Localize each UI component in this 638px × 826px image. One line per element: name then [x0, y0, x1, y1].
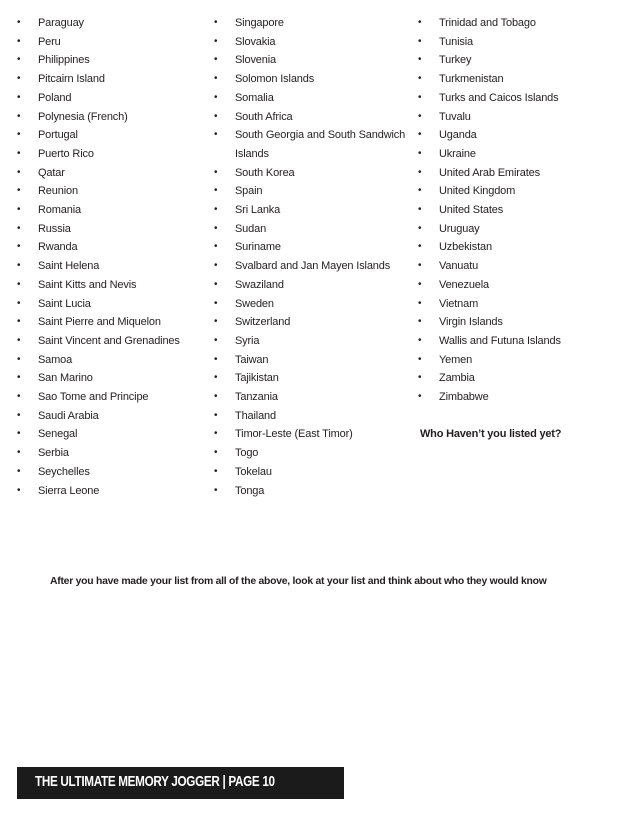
instruction-note: After you have made your list from all of the above, look at your list and think about who they would know: [50, 576, 547, 587]
list-item-text: Swaziland: [235, 278, 284, 291]
list-item-text: Saint Vincent and Grenadines: [38, 334, 180, 347]
bullet-icon: •: [17, 73, 21, 85]
bullet-icon: •: [418, 372, 422, 384]
list-item: [214, 388, 414, 407]
list-item-text: Puerto Rico: [38, 147, 94, 160]
list-item: [214, 444, 414, 463]
bullet-icon: •: [17, 428, 21, 440]
list-item-text: Somalia: [235, 91, 274, 104]
list-item: [214, 126, 414, 145]
list-item-text: Uzbekistan: [439, 241, 492, 254]
bullet-icon: •: [17, 54, 21, 66]
list-item: [17, 14, 207, 33]
bullet-icon: •: [17, 241, 21, 253]
bullet-icon: •: [214, 278, 218, 290]
list-item-text: Solomon Islands: [235, 73, 315, 86]
bullet-icon: •: [418, 297, 422, 309]
list-item-text: Rwanda: [38, 241, 78, 254]
list-item: [418, 14, 618, 33]
list-item-text: South Africa: [235, 110, 293, 123]
list-item-text: Zambia: [439, 372, 475, 385]
bullet-icon: •: [418, 391, 422, 403]
list-item: [17, 164, 207, 183]
list-item-text: Portugal: [38, 129, 78, 142]
list-item: [418, 89, 618, 108]
bullet-icon: •: [17, 465, 21, 477]
list-item: [17, 444, 207, 463]
bullet-icon: •: [418, 185, 422, 197]
bullet-icon: •: [214, 54, 218, 66]
country-list-column-2: [214, 14, 414, 500]
list-item: [214, 108, 414, 127]
bullet-icon: •: [17, 353, 21, 365]
list-item: [214, 351, 414, 370]
list-item: [17, 145, 207, 164]
list-item: [418, 351, 618, 370]
list-item-continuation: [214, 145, 414, 164]
bullet-icon: •: [418, 166, 422, 178]
list-item: [17, 276, 207, 295]
bullet-icon: •: [17, 222, 21, 234]
bullet-icon: •: [214, 391, 218, 403]
bullet-icon: •: [214, 110, 218, 122]
bullet-icon: •: [17, 372, 21, 384]
list-item: [17, 238, 207, 257]
list-item-text: Tanzania: [235, 391, 278, 404]
list-item: [17, 295, 207, 314]
list-item: [17, 220, 207, 239]
list-item: [17, 108, 207, 127]
list-item: [214, 295, 414, 314]
list-item: [418, 126, 618, 145]
list-item: [17, 388, 207, 407]
list-item: [214, 482, 414, 501]
list-item: [17, 407, 207, 426]
list-item: [214, 33, 414, 52]
bullet-icon: •: [418, 110, 422, 122]
list-item: [418, 51, 618, 70]
list-item: [418, 313, 618, 332]
list-item: [17, 351, 207, 370]
list-item: [418, 295, 618, 314]
list-item: [418, 257, 618, 276]
list-item-text: Uruguay: [439, 222, 480, 235]
country-list-column-1: [17, 14, 207, 500]
list-item: [214, 238, 414, 257]
list-item-text: Poland: [38, 91, 72, 104]
bullet-icon: •: [214, 241, 218, 253]
bullet-icon: •: [214, 73, 218, 85]
list-item-text: Turks and Caicos Islands: [439, 91, 559, 104]
list-item-text: Slovakia: [235, 35, 276, 48]
list-item-text: Saint Pierre and Miquelon: [38, 316, 161, 329]
bullet-icon: •: [418, 91, 422, 103]
list-item-text: Saudi Arabia: [38, 409, 99, 422]
list-item-text: Svalbard and Jan Mayen Islands: [235, 260, 391, 273]
list-item-text: Saint Kitts and Nevis: [38, 278, 137, 291]
bullet-icon: •: [17, 129, 21, 141]
list-item: [214, 425, 414, 444]
bullet-icon: •: [214, 297, 218, 309]
list-item-text: Samoa: [38, 353, 73, 366]
bullet-icon: •: [418, 316, 422, 328]
list-item: [214, 313, 414, 332]
bullet-icon: •: [17, 204, 21, 216]
list-item: [418, 238, 618, 257]
list-item-text: United States: [439, 204, 504, 217]
list-item-text: Islands: [235, 147, 269, 160]
list-item-text: Pitcairn Island: [38, 73, 105, 86]
bullet-icon: •: [214, 185, 218, 197]
bullet-icon: •: [214, 129, 218, 141]
list-item-text: Sudan: [235, 222, 267, 235]
list-item-text: Qatar: [38, 166, 65, 179]
list-item-text: Romania: [38, 204, 81, 217]
list-item-text: Syria: [235, 334, 260, 347]
bullet-icon: •: [17, 484, 21, 496]
list-item-text: Serbia: [38, 447, 69, 460]
bullet-icon: •: [418, 241, 422, 253]
list-item: [17, 201, 207, 220]
list-item: [418, 164, 618, 183]
list-item: [17, 463, 207, 482]
list-item-text: Ukraine: [439, 147, 476, 160]
list-item-text: South Georgia and South Sandwich: [235, 129, 406, 142]
page-footer: [17, 767, 344, 799]
list-item: [418, 369, 618, 388]
list-item-text: Philippines: [38, 54, 90, 67]
bullet-icon: •: [214, 484, 218, 496]
list-item: [17, 332, 207, 351]
bullet-icon: •: [214, 428, 218, 440]
bullet-icon: •: [418, 204, 422, 216]
list-item-text: Turkmenistan: [439, 73, 504, 86]
list-item-text: Turkey: [439, 54, 472, 67]
list-item: [214, 220, 414, 239]
list-item: [17, 33, 207, 52]
list-item: [17, 313, 207, 332]
list-item-text: Tonga: [235, 484, 265, 497]
list-item-text: Tuvalu: [439, 110, 471, 123]
list-item: [17, 482, 207, 501]
bullet-icon: •: [418, 260, 422, 272]
list-item-text: United Kingdom: [439, 185, 516, 198]
list-item-text: Zimbabwe: [439, 391, 489, 404]
list-item-text: South Korea: [235, 166, 295, 179]
list-item-text: Sao Tome and Principe: [38, 391, 149, 404]
list-item-text: Sierra Leone: [38, 484, 100, 497]
bullet-icon: •: [17, 166, 21, 178]
bullet-icon: •: [17, 409, 21, 421]
list-item-text: Tajikistan: [235, 372, 279, 385]
list-item: [214, 182, 414, 201]
bullet-icon: •: [17, 391, 21, 403]
list-item-text: Suriname: [235, 241, 281, 254]
bullet-icon: •: [17, 297, 21, 309]
bullet-icon: •: [214, 260, 218, 272]
bullet-icon: •: [418, 54, 422, 66]
bullet-icon: •: [418, 129, 422, 141]
list-item: [418, 33, 618, 52]
bullet-icon: •: [214, 334, 218, 346]
list-item: [17, 51, 207, 70]
list-item: [17, 425, 207, 444]
list-item: [17, 70, 207, 89]
list-item-text: Yemen: [439, 353, 473, 366]
list-item-text: Peru: [38, 35, 61, 48]
bullet-icon: •: [214, 409, 218, 421]
list-item-text: Thailand: [235, 409, 276, 422]
list-item-text: Vietnam: [439, 297, 479, 310]
prompt-question: Who Haven’t you listed yet?: [420, 428, 562, 440]
bullet-icon: •: [418, 147, 422, 159]
bullet-icon: •: [214, 166, 218, 178]
list-item-text: Saint Lucia: [38, 297, 91, 310]
list-item: [418, 220, 618, 239]
bullet-icon: •: [17, 35, 21, 47]
list-item: [418, 70, 618, 89]
list-item-text: Singapore: [235, 17, 284, 29]
list-item: [214, 70, 414, 89]
list-item-text: Reunion: [38, 185, 78, 198]
list-item-text: United Arab Emirates: [439, 166, 540, 179]
list-item-text: Venezuela: [439, 278, 490, 291]
bullet-icon: •: [214, 447, 218, 459]
list-item: [214, 14, 414, 33]
footer-title: THE ULTIMATE MEMORY JOGGER | PAGE 10: [35, 773, 275, 790]
bullet-icon: •: [17, 147, 21, 159]
bullet-icon: •: [418, 17, 422, 28]
bullet-icon: •: [214, 204, 218, 216]
bullet-icon: •: [17, 260, 21, 272]
list-item: [214, 89, 414, 108]
list-item: [214, 407, 414, 426]
list-item: [418, 276, 618, 295]
list-item: [17, 126, 207, 145]
bullet-icon: •: [214, 465, 218, 477]
bullet-icon: •: [17, 278, 21, 290]
list-item-text: Sweden: [235, 297, 274, 310]
list-item-text: Taiwan: [235, 353, 269, 366]
list-item-text: San Marino: [38, 372, 93, 385]
list-item: [418, 108, 618, 127]
list-item: [418, 182, 618, 201]
list-item-text: Tunisia: [439, 35, 474, 48]
bullet-icon: •: [214, 91, 218, 103]
list-item: [214, 463, 414, 482]
list-item-text: Togo: [235, 447, 259, 460]
list-item: [214, 51, 414, 70]
list-item-text: Saint Helena: [38, 260, 100, 273]
list-item-text: Slovenia: [235, 54, 276, 67]
bullet-icon: •: [17, 185, 21, 197]
list-item: [214, 164, 414, 183]
bullet-icon: •: [17, 334, 21, 346]
list-item: [214, 257, 414, 276]
bullet-icon: •: [17, 447, 21, 459]
bullet-icon: •: [418, 334, 422, 346]
list-item-text: Wallis and Futuna Islands: [439, 334, 561, 347]
list-item-text: Polynesia (French): [38, 110, 128, 123]
bullet-icon: •: [418, 278, 422, 290]
list-item: [418, 332, 618, 351]
bullet-icon: •: [214, 316, 218, 328]
bullet-icon: •: [418, 353, 422, 365]
bullet-icon: •: [214, 372, 218, 384]
list-item: [214, 332, 414, 351]
list-item: [214, 369, 414, 388]
list-item: [214, 201, 414, 220]
list-item-text: Senegal: [38, 428, 78, 441]
list-item-text: Spain: [235, 185, 263, 198]
bullet-icon: •: [418, 73, 422, 85]
list-item: [418, 201, 618, 220]
list-item: [214, 276, 414, 295]
list-item: [17, 89, 207, 108]
bullet-icon: •: [17, 316, 21, 328]
bullet-icon: •: [17, 17, 21, 28]
bullet-icon: •: [17, 110, 21, 122]
bullet-icon: •: [418, 35, 422, 47]
list-item-text: Switzerland: [235, 316, 291, 329]
list-item-text: Virgin Islands: [439, 316, 503, 329]
list-item-text: Paraguay: [38, 17, 84, 29]
bullet-icon: •: [214, 222, 218, 234]
bullet-icon: •: [418, 222, 422, 234]
list-item-text: Vanuatu: [439, 260, 479, 273]
list-item: [418, 145, 618, 164]
list-item: [17, 257, 207, 276]
list-item-text: Timor-Leste (East Timor): [235, 428, 353, 441]
list-item-text: Russia: [38, 222, 71, 235]
list-item: [418, 388, 618, 407]
country-list-column-3: [418, 14, 618, 407]
bullet-icon: •: [17, 91, 21, 103]
list-item-text: Trinidad and Tobago: [439, 17, 536, 29]
list-item-text: Seychelles: [38, 465, 90, 478]
list-item: [17, 369, 207, 388]
list-item-text: Sri Lanka: [235, 204, 281, 217]
list-item: [17, 182, 207, 201]
bullet-icon: •: [214, 17, 218, 28]
bullet-icon: •: [214, 35, 218, 47]
list-item-text: Tokelau: [235, 465, 272, 478]
bullet-icon: •: [214, 353, 218, 365]
list-item-text: Uganda: [439, 129, 477, 142]
